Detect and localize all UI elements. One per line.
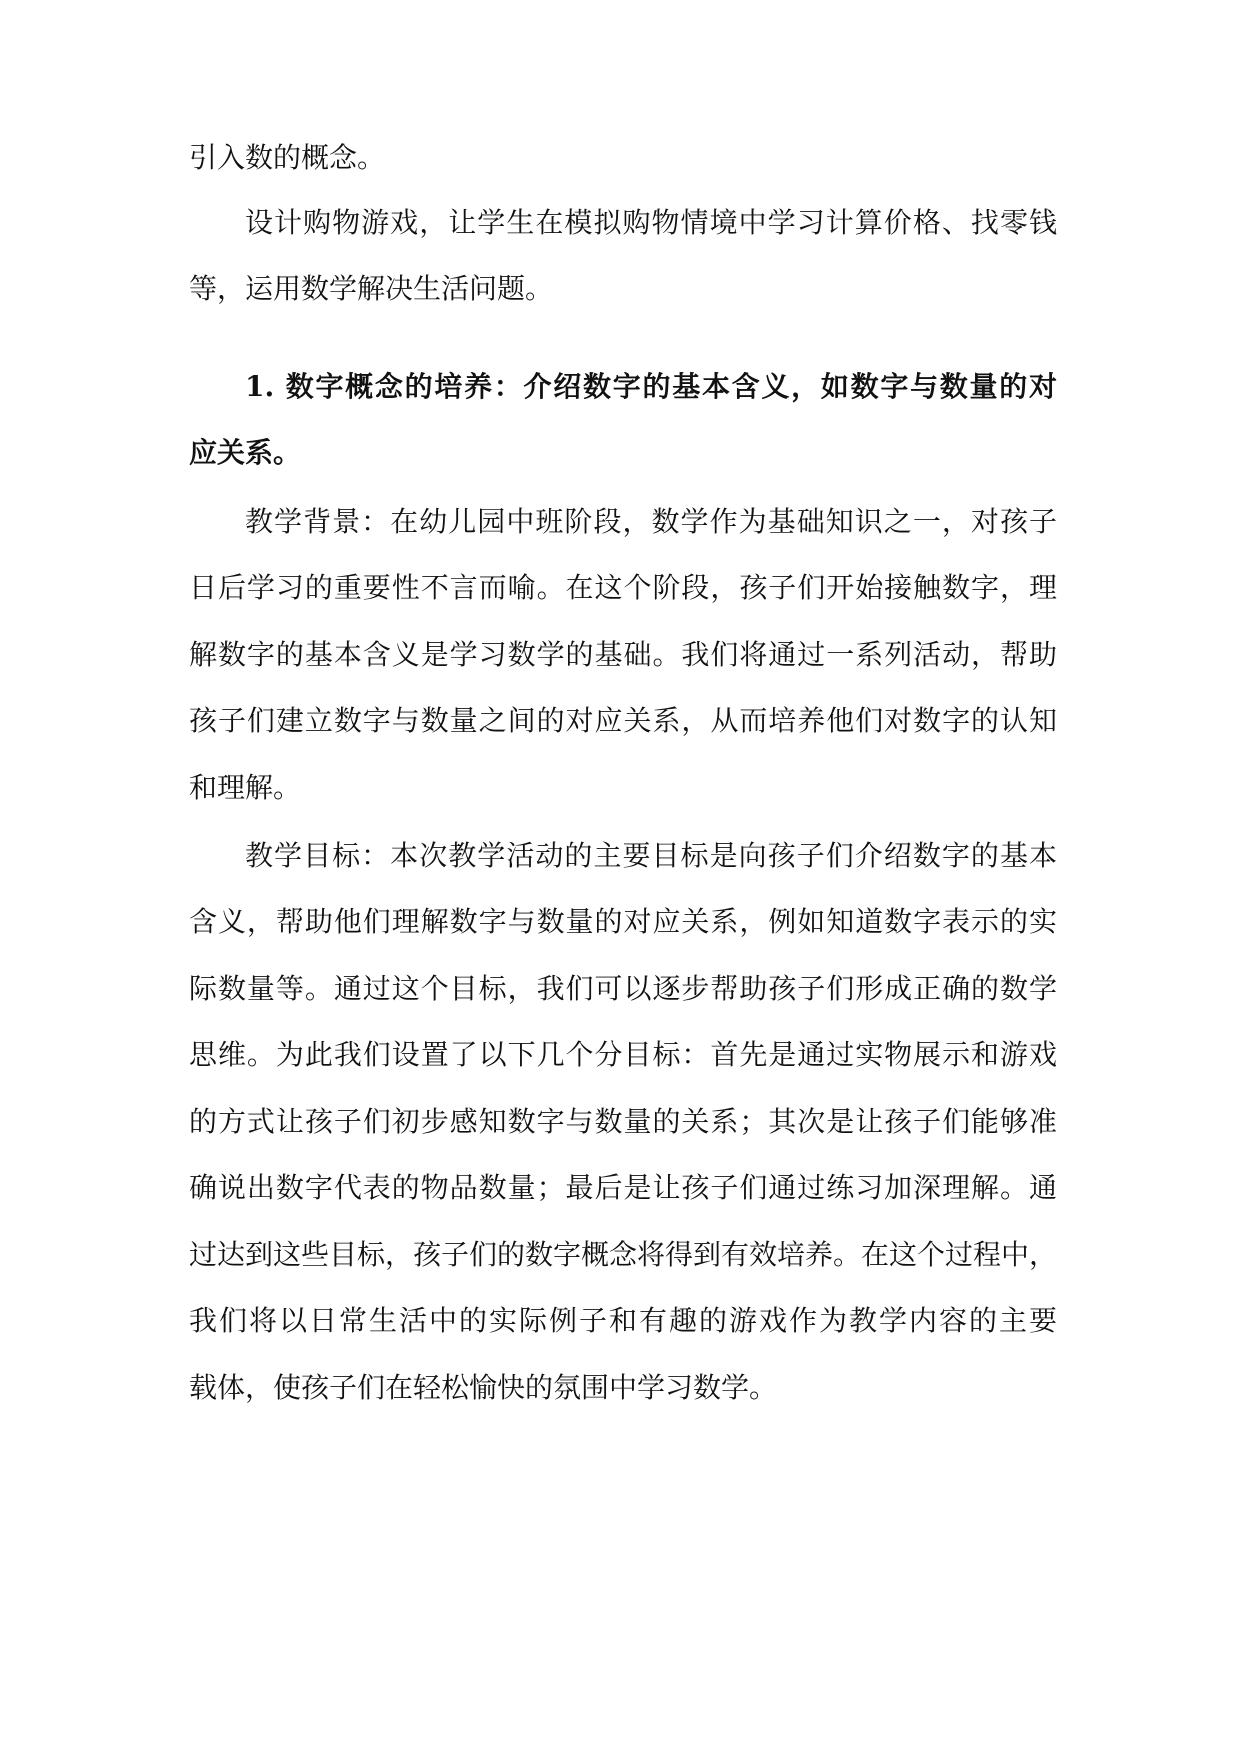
paragraph-line: 思维。为此我们设置了以下几个分目标：首先是通过实物展示和游戏 bbox=[189, 1038, 1057, 1071]
paragraph-line: 含义，帮助他们理解数字与数量的对应关系，例如知道数字表示的实 bbox=[189, 905, 1057, 938]
paragraph-line: 确说出数字代表的物品数量；最后是让孩子们通过练习加深理解。通 bbox=[189, 1171, 1057, 1204]
section-heading: 1. 数字概念的培养：介绍数字的基本含义，如数字与数量的对 bbox=[245, 370, 1057, 403]
paragraph-line: 日后学习的重要性不言而喻。在这个阶段，孩子们开始接触数字，理 bbox=[189, 571, 1057, 604]
paragraph-line: 过达到这些目标，孩子们的数字概念将得到有效培养。在这个过程中， bbox=[189, 1238, 1058, 1271]
paragraph-line: 教学背景：在幼儿园中班阶段，数学作为基础知识之一，对孩子 bbox=[245, 505, 1057, 538]
paragraph-line: 等，运用数学解决生活问题。 bbox=[189, 272, 554, 305]
paragraph-line: 孩子们建立数字与数量之间的对应关系，从而培养他们对数字的认知 bbox=[189, 704, 1057, 737]
paragraph-line: 教学目标：本次教学活动的主要目标是向孩子们介绍数字的基本 bbox=[245, 839, 1057, 872]
paragraph-line: 引入数的概念。 bbox=[189, 141, 386, 174]
paragraph-line: 我们将以日常生活中的实际例子和有趣的游戏作为教学内容的主要 bbox=[189, 1304, 1057, 1337]
section-heading: 应关系。 bbox=[189, 436, 302, 469]
paragraph-line: 载体，使孩子们在轻松愉快的氛围中学习数学。 bbox=[189, 1371, 778, 1404]
paragraph-line: 解数字的基本含义是学习数学的基础。我们将通过一系列活动，帮助 bbox=[189, 638, 1057, 671]
paragraph-line: 设计购物游戏，让学生在模拟购物情境中学习计算价格、找零钱 bbox=[245, 206, 1057, 239]
paragraph-line: 和理解。 bbox=[189, 771, 302, 804]
paragraph-line: 际数量等。通过这个目标，我们可以逐步帮助孩子们形成正确的数学 bbox=[189, 972, 1057, 1005]
paragraph-line: 的方式让孩子们初步感知数字与数量的关系；其次是让孩子们能够准 bbox=[189, 1105, 1057, 1138]
